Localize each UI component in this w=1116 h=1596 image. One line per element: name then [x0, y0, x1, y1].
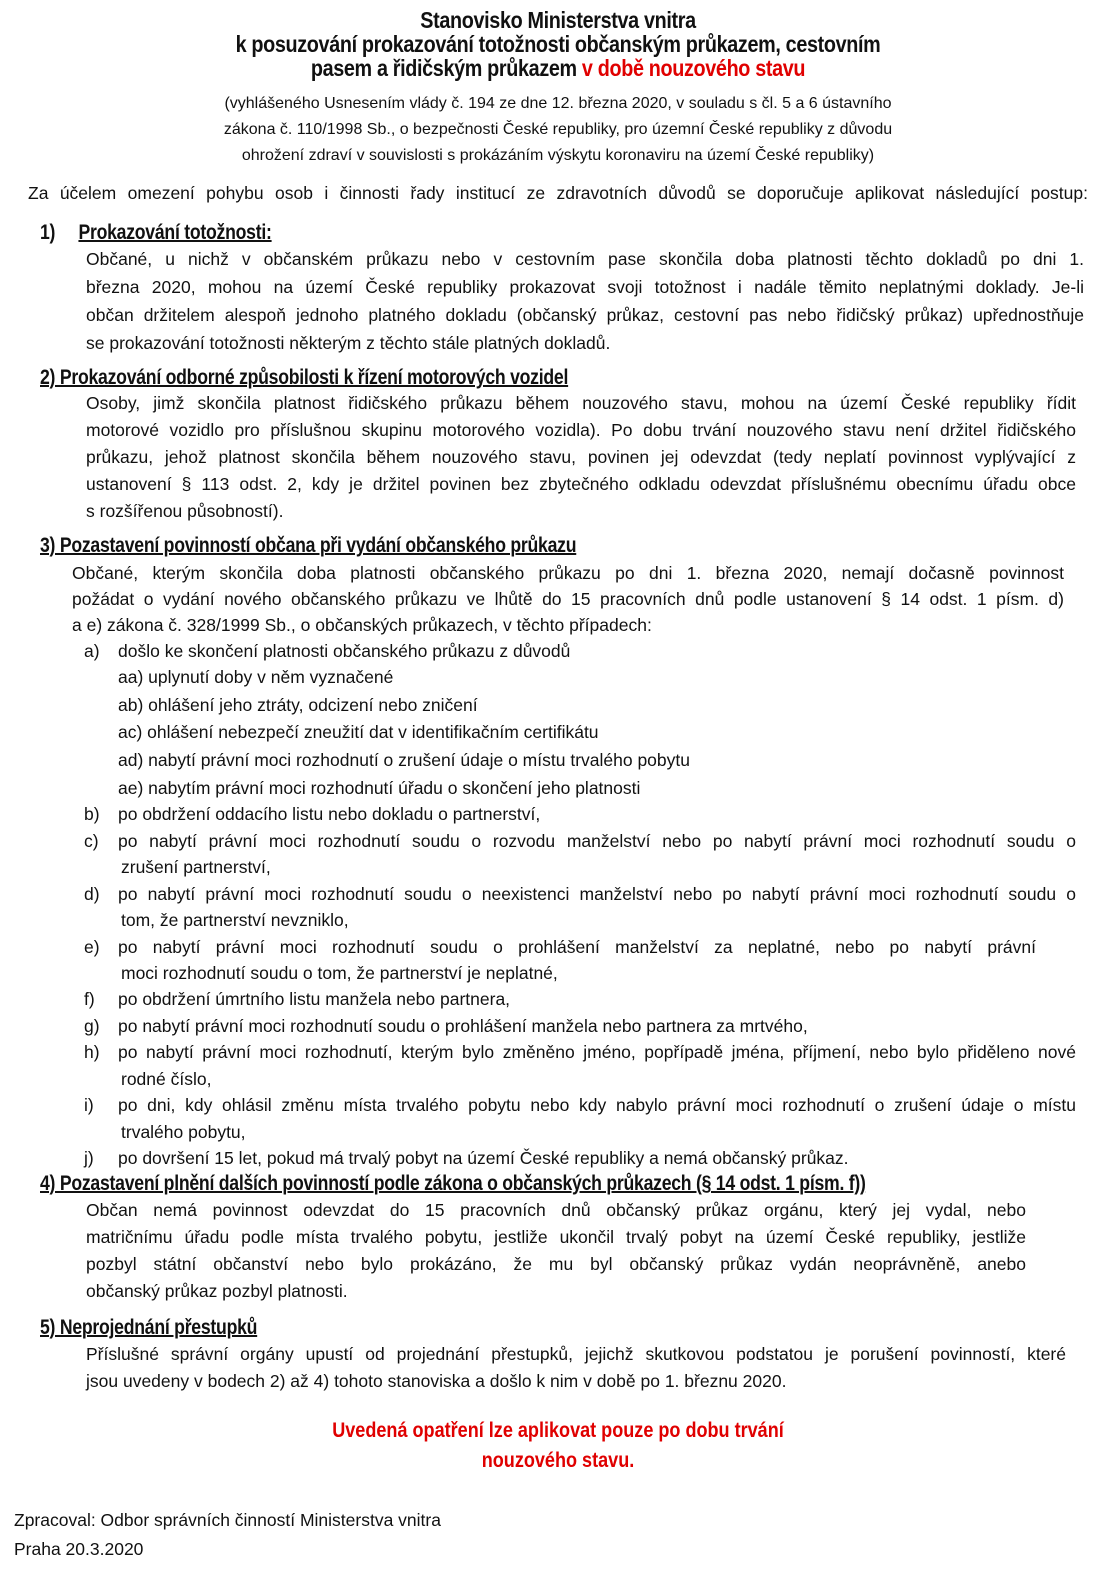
subtitle-line-1: (vyhlášeného Usnesením vlády č. 194 ze dne 12. března 2020, v souladu s čl. 5 a 6 ústavního — [224, 95, 892, 112]
notice-line-2: nouzového stavu. — [481, 1449, 635, 1472]
list-item: po nabytí právní moci rozhodnutí soudu o rozvodu manželství nebo po nabytí právní moci rozhodnutí soudu o — [118, 831, 1076, 851]
list-item: po dovršení 15 let, pokud má trvalý pobyt na území České republiky a nemá občanský průkaz. — [118, 1148, 849, 1168]
list-marker: a) — [84, 641, 100, 661]
list-marker: f) — [84, 989, 95, 1009]
section3-line: požádat o vydání nového občanského průkazu ve lhůtě do 15 pracovních dnů podle ustanovení § 14 odst. 1 písm. d) — [72, 589, 1064, 609]
section-5-heading — [40, 1316, 257, 1340]
section-1-title: Prokazování totožnosti: — [78, 221, 272, 244]
section4-line: občanský průkaz pozbyl platnosti. — [86, 1281, 348, 1301]
list-item: aa) uplynutí doby v něm vyznačené — [118, 667, 394, 687]
document-title — [0, 8, 1116, 80]
subtitle — [0, 91, 1116, 169]
section2-line: motorové vozidlo pro příslušnou skupinu motorového vozidla). Po dobu trvání nouzového stavu není držitel řidičského — [86, 420, 1076, 440]
list-marker: b) — [84, 804, 100, 824]
title-line-1: Stanovisko Ministerstva vnitra — [420, 7, 696, 33]
section3-line: Občané, kterým skončila doba platnosti občanského průkazu po dni 1. března 2020, nemají dočasně povinnost — [72, 563, 1064, 583]
list-marker: e) — [84, 937, 100, 957]
section-5-title: 5) Neprojednání přestupků — [40, 1316, 258, 1339]
list-item: moci rozhodnutí soudu o tom, že partnerství je neplatné, — [121, 963, 558, 983]
list-item: tom, že partnerství nevzniklo, — [121, 910, 349, 930]
title-line-2: k posuzování prokazování totožnosti občanským průkazem, cestovním — [235, 31, 881, 57]
section1-line: se prokazování totožnosti některým z těchto stále platných dokladů. — [86, 333, 611, 353]
list-item: po nabytí právní moci rozhodnutí soudu o prohlášení manželství za neplatné, nebo po nabytí právní — [118, 937, 1036, 957]
list-item: ab) ohlášení jeho ztráty, odcizení nebo zničení — [118, 695, 478, 715]
list-marker: j) — [84, 1148, 94, 1168]
list-marker: g) — [84, 1016, 100, 1036]
notice-line-1: Uvedená opatření lze aplikovat pouze po dobu trvání — [332, 1419, 784, 1442]
section3-line: a e) zákona č. 328/1999 Sb., o občanských průkazech, v těchto případech: — [72, 615, 652, 635]
list-marker: c) — [84, 831, 99, 851]
list-item: došlo ke skončení platnosti občanského průkazu z důvodů — [118, 641, 571, 661]
section-3-heading — [40, 534, 576, 558]
footer-place-date: Praha 20.3.2020 — [14, 1539, 144, 1559]
section1-line: Občané, u nichž v občanském průkazu nebo v cestovním pase skončila doba platnosti těchto dokladů po dni 1. — [86, 249, 1084, 269]
list-item: ad) nabytí právní moci rozhodnutí o zrušení údaje o místu trvalého pobytu — [118, 750, 690, 770]
intro-paragraph: Za účelem omezení pohybu osob i činnosti řady institucí ze zdravotních důvodů se doporučuje aplikovat následující postup: — [28, 183, 1088, 203]
section2-line: ustanovení § 113 odst. 2, kdy je držitel povinen bez zbytečného odkladu odevzdat příslušnému obecnímu úřadu obce — [86, 474, 1076, 494]
section5-line: jsou uvedeny v bodech 2) až 4) tohoto stanoviska a došlo k nim v době po 1. březnu 2020. — [86, 1371, 787, 1391]
subtitle-line-2: zákona č. 110/1998 Sb., o bezpečnosti České republiky, pro územní České republiky z důvodu — [223, 121, 893, 138]
section4-line: pozbyl státní občanství nebo bylo prokázáno, že mu byl občanský průkaz vydán neoprávněně, anebo — [86, 1254, 1026, 1274]
list-item: po dni, kdy ohlásil změnu místa trvalého pobytu nebo kdy nabylo právní moci rozhodnutí o zrušení údaje o místu — [118, 1095, 1076, 1115]
section2-line: Osoby, jimž skončila platnost řidičského průkazu během nouzového stavu, mohou na území České republiky řídit — [86, 393, 1076, 413]
section1-line: občan držitelem alespoň jednoho platného dokladu (občanský průkaz, cestovní pas nebo řidičský průkaz) upřednostňuje — [86, 305, 1084, 325]
section1-line: března 2020, mohou na území České republiky prokazovat svoji totožnost i nadále těmito neplatnými doklady. Je-li — [86, 277, 1084, 297]
list-item: zrušení partnerství, — [121, 857, 271, 877]
section4-line: Občan nemá povinnost odevzdat do 15 pracovních dnů občanský průkaz orgánu, který jej vydal, nebo — [86, 1200, 1026, 1220]
list-marker: h) — [84, 1042, 100, 1062]
section2-line: s rozšířenou působností). — [86, 501, 284, 521]
list-item: po nabytí právní moci rozhodnutí soudu o neexistenci manželství nebo po nabytí právní moci rozhodnutí soudu o — [118, 884, 1076, 904]
section-4-title: 4) Pozastavení plnění dalších povinností podle zákona o občanských průkazech (§ 14 odst. 1 písm. f)) — [40, 1172, 866, 1195]
section4-line: matričnímu úřadu podle místa trvalého pobytu, jestliže ukončil trvalý pobyt na území České republiky, jestliže — [86, 1227, 1026, 1247]
section2-line: průkazu, jehož platnost skončila během nouzového stavu, povinen jej odevzdat (tedy neplatí povinnost vyplývající z — [86, 447, 1076, 467]
list-item: po nabytí právní moci rozhodnutí soudu o prohlášení manžela nebo partnera za mrtvého, — [118, 1016, 808, 1036]
list-item: ac) ohlášení nebezpečí zneužití dat v identifikačním certifikátu — [118, 722, 599, 742]
list-marker: d) — [84, 884, 100, 904]
title-emergency-highlight: v době nouzového stavu — [581, 55, 806, 81]
list-item: rodné číslo, — [121, 1069, 212, 1089]
list-item: ae) nabytím právní moci rozhodnutí úřadu o skončení jeho platnosti — [118, 778, 641, 798]
title-line-3-black: pasem a řidičským průkazem — [310, 55, 582, 81]
section-1-heading — [40, 221, 272, 245]
section-2-heading — [40, 366, 568, 390]
list-item: po obdržení oddacího listu nebo dokladu o partnerství, — [118, 804, 541, 824]
list-item: trvalého pobytu, — [121, 1122, 246, 1142]
section-1-number: 1) — [40, 221, 56, 244]
footer-prepared-by: Zpracoval: Odbor správních činností Ministerstva vnitra — [14, 1510, 441, 1530]
section-3-title: 3) Pozastavení povinností občana při vydání občanského průkazu — [40, 534, 577, 557]
section-2-title: 2) Prokazování odborné způsobilosti k řízení motorových vozidel — [40, 366, 569, 389]
section-4-heading — [40, 1172, 866, 1196]
list-marker: i) — [84, 1095, 94, 1115]
section5-line: Příslušné správní orgány upustí od projednání přestupků, jejichž skutkovou podstatou je porušení povinností, které — [86, 1344, 1066, 1364]
list-item: po obdržení úmrtního listu manžela nebo partnera, — [118, 989, 511, 1009]
list-item: po nabytí právní moci rozhodnutí, kterým bylo změněno jméno, popřípadě jména, příjmení, nebo bylo přiděleno nové — [118, 1042, 1076, 1062]
title-line-3 — [78, 56, 1038, 80]
subtitle-line-3: ohrožení zdraví v souvislosti s prokázáním výskytu koronaviru na území České republiky) — [241, 147, 875, 164]
